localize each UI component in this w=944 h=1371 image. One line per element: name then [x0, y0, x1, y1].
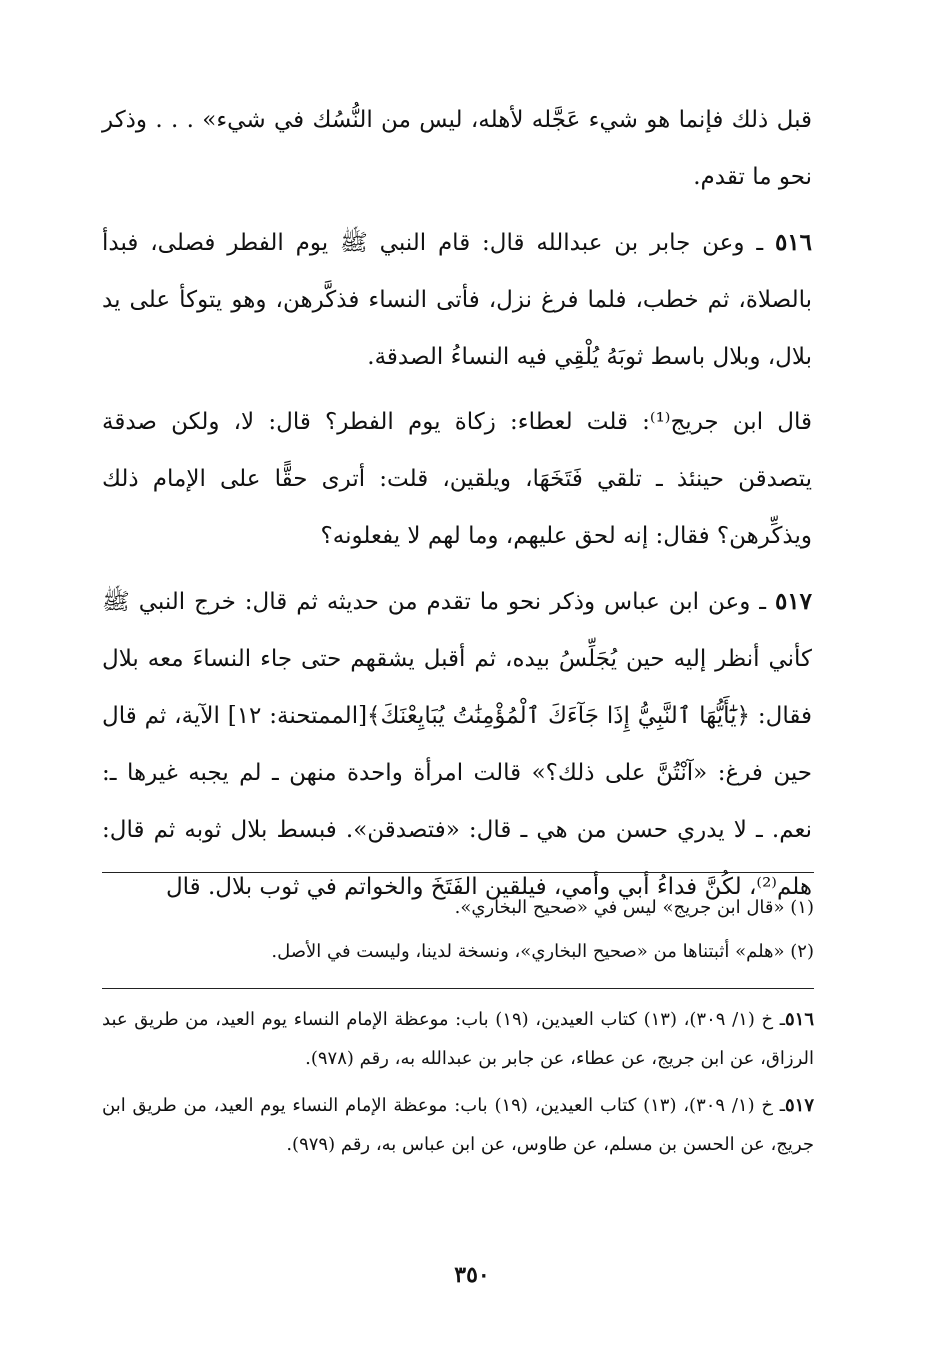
- source-text: ـ خ (١/ ٣٠٩)، (١٣) كتاب العيدين، (١٩) باب: موعظة الإمام النساء يوم العيد، من طريق عبد الرزاق، عن ابن جريج، عن عطاء، عن جابر بن عبدالله به، رقم (٩٧٨).: [102, 1009, 814, 1069]
- footnotes: [120, 886, 814, 974]
- hadith-number: ٥١٦: [774, 229, 812, 256]
- footnote-item: (٢) «هلم» أثبتناها من «صحيح البخاري»، ونسخة لدينا، وليست في الأصل.: [271, 941, 814, 962]
- source-number: ٥١٦: [785, 1009, 815, 1030]
- source-item: [102, 1000, 814, 1078]
- paragraph-continuation: [102, 92, 812, 206]
- source-text: ـ خ (١/ ٣٠٩)، (١٣) كتاب العيدين، (١٩) باب: موعظة الإمام النساء يوم العيد، من طريق ابن جريج، عن الحسن بن مسلم، عن طاوس، عن ابن عباس به، رقم (٩٧٩).: [102, 1095, 814, 1155]
- paragraph-ibn-jurayj: [102, 394, 812, 565]
- source-number: ٥١٧: [784, 1095, 814, 1116]
- source-references: [102, 1000, 814, 1172]
- main-text: [102, 92, 812, 916]
- footnote-divider: [102, 872, 814, 873]
- paragraph-hadith-517: [102, 573, 812, 916]
- page-number: ٣٥٠: [454, 1262, 490, 1288]
- paragraph-text: قال ابن جريج⁽¹⁾: قلت لعطاء: زكاة يوم الفطر؟ قال: لا، ولكن صدقة يتصدقن حينئذ ـ تلقي فَتَخَهَا، ويلقين، قلت: أترى حقًّا على الإمام ذلك ويذكِّرهن؟ فقال: إنه لحق عليهم، وما لهم لا يفعلونه؟: [102, 409, 812, 549]
- paragraph-hadith-516: [102, 214, 812, 386]
- footnote-item: (١) «قال ابن جريج» ليس في «صحيح البخاري».: [454, 897, 814, 918]
- paragraph-text: ـ وعن ابن عباس وذكر نحو ما تقدم من حديثه ثم قال: خرج النبي ﷺ كأني أنظر إليه حين يُجَلِّسُ بيده، ثم أقبل يشقهم حتى جاء النساءَ معه بلال فقال: ﴿يَٰٓأَيُّهَا ٱلنَّبِيُّ إِذَا جَآءَكَ ٱلْمُؤْمِنَٰتُ يُبَايِعْنَكَ﴾[الممتحنة: ١٢] الآية، ثم قال حين فرغ: «آنْتُنَّ على ذلك؟» قالت امرأة واحدة منهن ـ لم يجبه غيرها ـ: نعم. ـ لا يدري حسن من هي ـ قال: «فتصدقن». فبسط بلال ثوبه ثم قال: هلم⁽²⁾، لكُنَّ فداءُ أبي وأمي، فيلقين الفَتَخَ والخواتم في ثوب بلال. قال: [102, 589, 812, 900]
- source-item: [102, 1086, 814, 1164]
- sources-divider: [102, 988, 814, 989]
- hadith-number: ٥١٧: [774, 588, 812, 615]
- paragraph-text: قبل ذلك فإنما هو شيء عَجَّله لأهله، ليس من النُّسُك في شيء» . . . وذكر نحو ما تقدم.: [102, 107, 812, 190]
- paragraph-text: ـ وعن جابر بن عبدالله قال: قام النبي ﷺ يوم الفطر فصلى، فبدأ بالصلاة، ثم خطب، فلما فرغ نزل، فأتى النساء فذكَّرهن، وهو يتوكأ على يد بلال، وبلال باسط ثوبَهُ يُلْقِي فيه النساءُ الصدقة.: [102, 230, 812, 370]
